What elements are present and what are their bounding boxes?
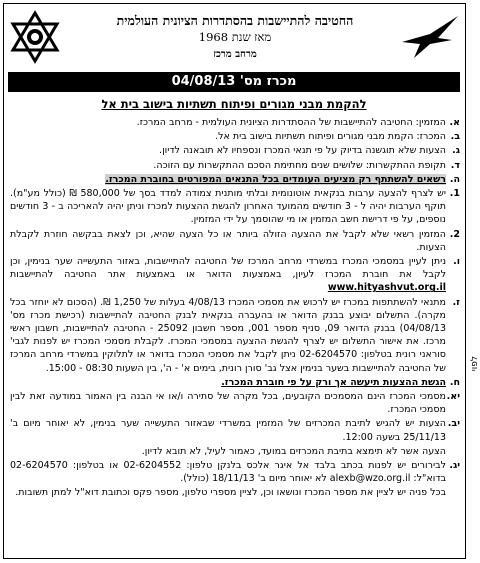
note-1: יא. מסמכי המכרז הינם המסמכים הקובעים, בכל מקרה של סתירה ו/או אי הבנה בין האמור במודעה זאת לבין מסמכי המכרז. xyxy=(10,391,460,416)
item-f-documents: ו. ניתן לעיין במסמכי המכרז במשרדי מרחב המרכז של החטיבה להתיישבות, באזור התעשייה שער בנימין, וכן לקבל את חוברת המכרז לעיון, באמצעות הדואר או באמצעות אתר החטיבה להתיישבות www.hityashvut.org.il xyxy=(10,256,460,294)
header xyxy=(8,8,462,68)
tender-title-bar: מכרז מס' 04/08/13 xyxy=(8,72,460,92)
header-text xyxy=(78,12,392,63)
item-e-eligibility: ה. רשאים להשתתף רק מציעים העומדים בכל התנאים המפורטים בחוברת המכרז. xyxy=(105,173,460,185)
org-since: מאז שנת 1968 xyxy=(198,30,272,44)
item-b: ב. המכרז: הקמת מבני מגורים ופיתוח תשתיות בישוב בית אל. xyxy=(215,131,460,143)
website-link[interactable]: www.hityashvut.org.il xyxy=(327,282,446,294)
item-d: ד. תקופת ההתקשרות: שלושים שנים מחתימת הסכם ההתקשרות עם הזוכה. xyxy=(153,159,460,171)
bird-logo-icon xyxy=(400,12,460,60)
sub-item-2: 2. המזמין רשאי שלא לקבל את ההצעה הזולה ביותר או כל הצעה שהיא, וכן לצאת בבקשה חוזרת לקבלת הצעות. xyxy=(10,228,460,253)
item-g-payment: ז. מתנאי להשתתפות במכרז יש לרכוש את מסמכי המכרז 4/08/13 בעלות של 1,250 ₪. (הסכום לא יוחזר בכל מקרה). התשלום יבוצע בבנק הדואר או בהעברה בנקאית לבנק החטיבה להתיישבות (רכישת מכרז מס' 04/08/13) בבנק הדואר 09, סניף מספר 001, מספר חשבון 25092 - החטיבה להתיישבות, חשבון ראשי מרכז. את אישור התשלום יש לצרף להגשת ההצעה במסמכי המכרז. לקבלת מסמכי המכרז יש לפנות לגבי' סוראני רונית בטלפון: 02-6204570 ניתן לקבל את מסמכי המכרז בדואר או לתלוקין במשרדי מרחב המרכז של החטיבה להתיישבות בשער בנימין אצל גב' סורן רונית, בימים א' - ה', בין השעות 08:30 - 15:00. xyxy=(10,296,460,374)
note-3: הצעה אשר לא תימצא בתיבת המכרזים במועד, כאמור לעיל, לא תובא לדיון. xyxy=(141,445,446,457)
item-a: א. המזמין: החטיבה להתיישבות של ההסתדרות הציונית העולמית - מרחב המרכז. xyxy=(136,117,460,128)
org-department: מרחב מרכז xyxy=(213,49,257,60)
tender-subtitle: להקמת מבני מגורים ופיתוח תשתיות בישוב בית אל xyxy=(101,97,367,111)
side-label: לפוי xyxy=(470,356,480,372)
notice-body xyxy=(10,116,460,501)
item-c: ג. הצעות שלא תוגשנה בדיוק על פי תנאי המכרז ונספחיו לא תובאנה לדיון. xyxy=(159,145,460,157)
org-name: החטיבה להתיישבות בהסתדרות הציונית העולמית xyxy=(116,13,354,28)
item-h-submission: ח. הגשת ההצעות תיעשה אך ורק על פי חוברת המכרז. xyxy=(221,376,460,388)
sub-item-1-guarantee: 1. יש לצרף להצעה ערבות בנקאית אוטונומית ובלתי מותנית צמודה למדד בסך של 580,000 ₪ (כולל מע"מ). תוקף הערבות יהיה ל - 3 חודשים מהמועד האחרון להגשת ההצעות למכרז וניתן יהיה להאריכה ב - 3 חודשים נוספים, על פי דרישת חשב המזמין או מי שהוסמך על ידי המזמין. xyxy=(10,188,460,226)
star-of-david-logo-icon xyxy=(8,10,62,64)
note-2-deadline: יב. הצעות יש להגיש לתיבת המכרזים של המזמין במשרדי שבאזור התעשייה שער בנימין, לא יאוחר מיום ב' 25/11/13 בשעה 12:00. xyxy=(10,418,460,443)
note-4-contact: יג. לבירורים יש לפנות בכתב בלבד אל איגר אלכס בלנקן טלפון: 02-6204552 או בטלפון: 02-6204570 בדוא"ל: alexb@wzo.org.il לא יאוחר מיום ב' 18/11/13 (כולל). xyxy=(10,460,460,485)
note-5: בכל פניה יש לציין את מספר המכרז ונושאו וכן, לציין מספרי טלפון, מספר פקס וכתובת דוא"ל למתן תשובות. xyxy=(15,487,446,499)
